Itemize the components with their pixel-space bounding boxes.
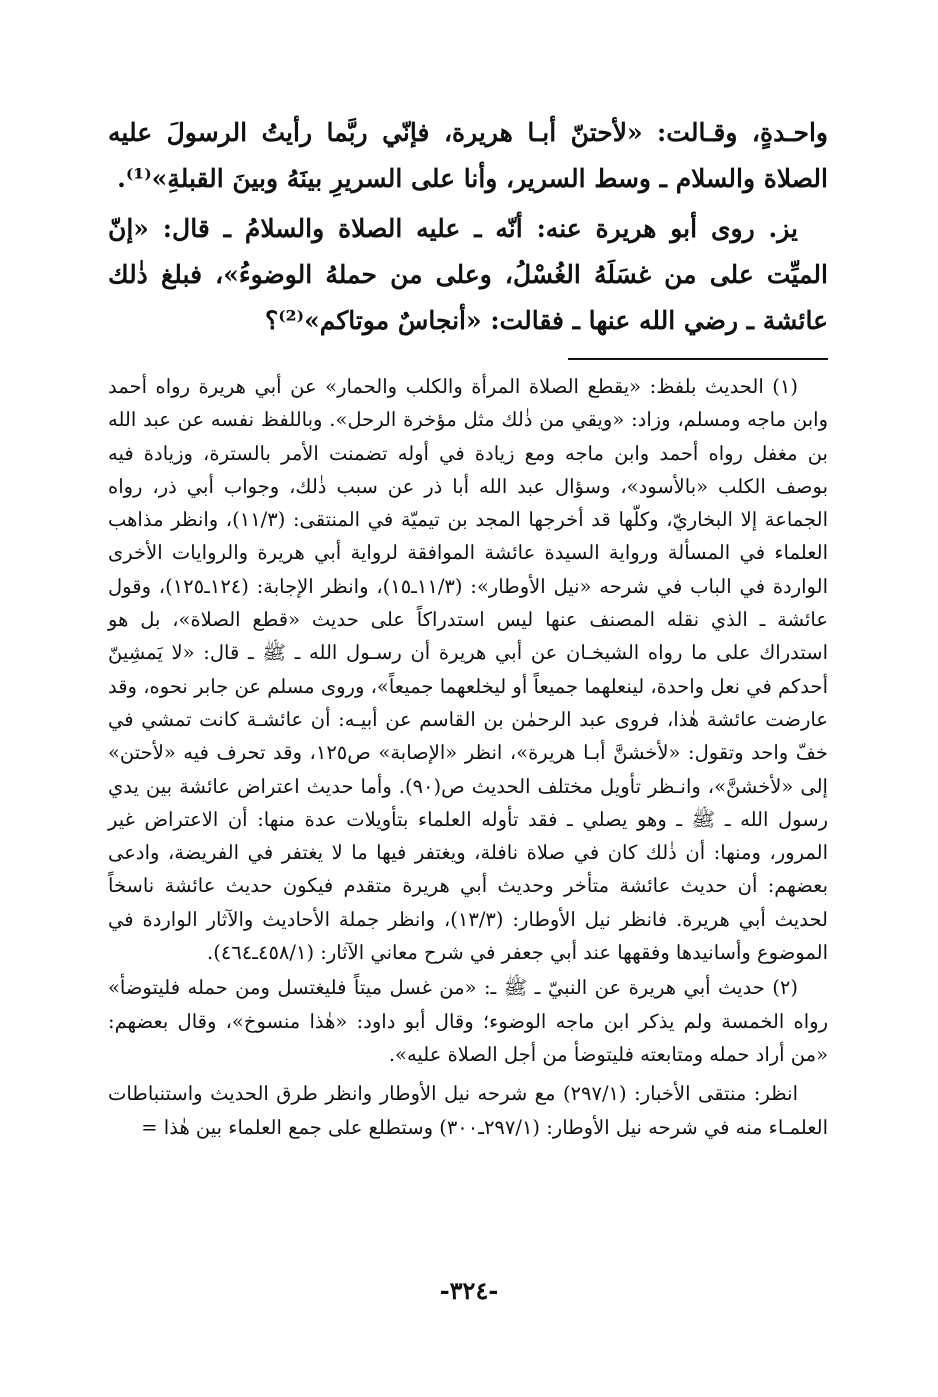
main-text (108, 110, 828, 344)
footnote-2-continuation: انظر: منتقى الأخبار: (٢٩٧/١) مع شرحه نيل الأوطار وانظر طرق الحديث واستنباطات العلمـاء منه في شرحه نيل الأوطار: (٢٩٧/١ـ٣٠٠) وستطلع على جمع العلماء بين هٰذا = (108, 1082, 828, 1139)
footnote-2: (٢) حديث أبي هريرة عن النبيّ ـ ﷺ ـ: «من غسل ميتاً فليغتسل ومن حمله فليتوضأ» رواه الخمسة ولم يذكر ابن ماجه الوضوء؛ وقال أبو داود: «هٰذا منسوخ»، وقال بعضهم: «من أراد حمله ومتابعته فليتوضأ من أجل الصلاة عليه». (108, 976, 828, 1066)
main-paragraph-2: يز. روى أبو هريرة عنه: أنّه ـ عليه الصلاة والسلامُ ـ قال: «إنّ الميِّت على من غسَلَهُ الغُسْلُ، وعلى من حملهُ الوضوءُ»، فبلغ ذٰلك عائشة ـ رضي الله عنها ـ فقالت: «أنجاسٌ موتاكم»⁽²⁾؟ (108, 214, 828, 335)
footnotes (108, 370, 828, 1144)
main-paragraph-1: واحـدةٍ، وقـالت: «لأحتنّ أبـا هريرة، فإنّي ربَّما رأيتُ الرسولَ عليه الصلاة والسلام ـ وسط السرير، وأنا على السريرِ بينَهُ وبينَ القبلةِ»⁽¹⁾. (108, 118, 828, 193)
footnote-divider (568, 358, 828, 360)
page-body (108, 110, 828, 1144)
page-number: -٣٢٤- (439, 1276, 499, 1305)
footnote-1: (١) الحديث بلفظ: «يقطع الصلاة المرأة والكلب والحمار» عن أبي هريرة رواه أحمد وابن ماجه ومسلم، وزاد: «ويقي من ذٰلك مثل مؤخرة الرحل». وباللفظ نفسه عن عبد الله بن مغفل رواه أحمد وابن ماجه ومع زيادة في أوله تضمنت الأمر بالسترة، وزيادة فيه بوصف الكلب «بالأسود»، وسؤال عبد الله أبا ذر عن سبب ذٰلك، وجواب أبي ذر، رواه الجماعة إلا البخاريّ، وكلّها قد أخرجها المجد بن تيميّة في المنتقى: (١١/٣)، وانظر مذاهب العلماء في المسألة ورواية السيدة عائشة الموافقة لرواية أبي هريرة والروايات الأخرى الواردة في الباب في شرحه «نيل الأوطار»: (١١/٣ـ١٥)، وانظر الإجابة: (١٢٤ـ١٢٥)، وقول عائشة ـ الذي نقله المصنف عنها ليس استدراكاً على حديث «قطع الصلاة»، بل هو استدراك على ما رواه الشيخـان عن أبي هريرة أن رسـول الله ـ ﷺ ـ قال: «لا يَمشِينّ أحدكم في نعل واحدة، لينعلهما جميعاً أو ليخلعهما جميعاً»، وروى مسلم عن جابر نحوه، وقد عارضت عائشة هٰذا، فروى عبد الرحمٰن بن القاسم عن أبيـه: أن عائشـة كانت تمشي في خفّ واحد وتقول: «لأخشنَّ أبـا هريرة»، انظر «الإصابة» ص١٢٥، وقد تحرف فيه «لأحتن» إلى «لأخشنَّ»، وانـظر تأويل مختلف الحديث ص(٩٠). وأما حديث اعتراض عائشة بين يدي رسول الله ـ ﷺ ـ وهو يصلي ـ فقد تأوله العلماء بتأويلات عدة منها: أن الاعتراض غير المرور، ومنها: أن ذٰلك كان في صلاة نافلة، ويغتفر فيها ما لا يغتفر في الفريضة، وادعى بعضهم: أن حديث عائشة متأخر وحديث أبي هريرة متقدم فيكون حديث عائشة ناسخاً لحديث أبي هريرة. فانظر نيل الأوطار: (١٣/٣)، وانظر جملة الأحاديث والآثار الواردة في الموضوع وأسانيدها وفقهها عند أبي جعفر في شرح معاني الآثار: (٤٥٨/١ـ٤٦٤). (108, 375, 828, 965)
